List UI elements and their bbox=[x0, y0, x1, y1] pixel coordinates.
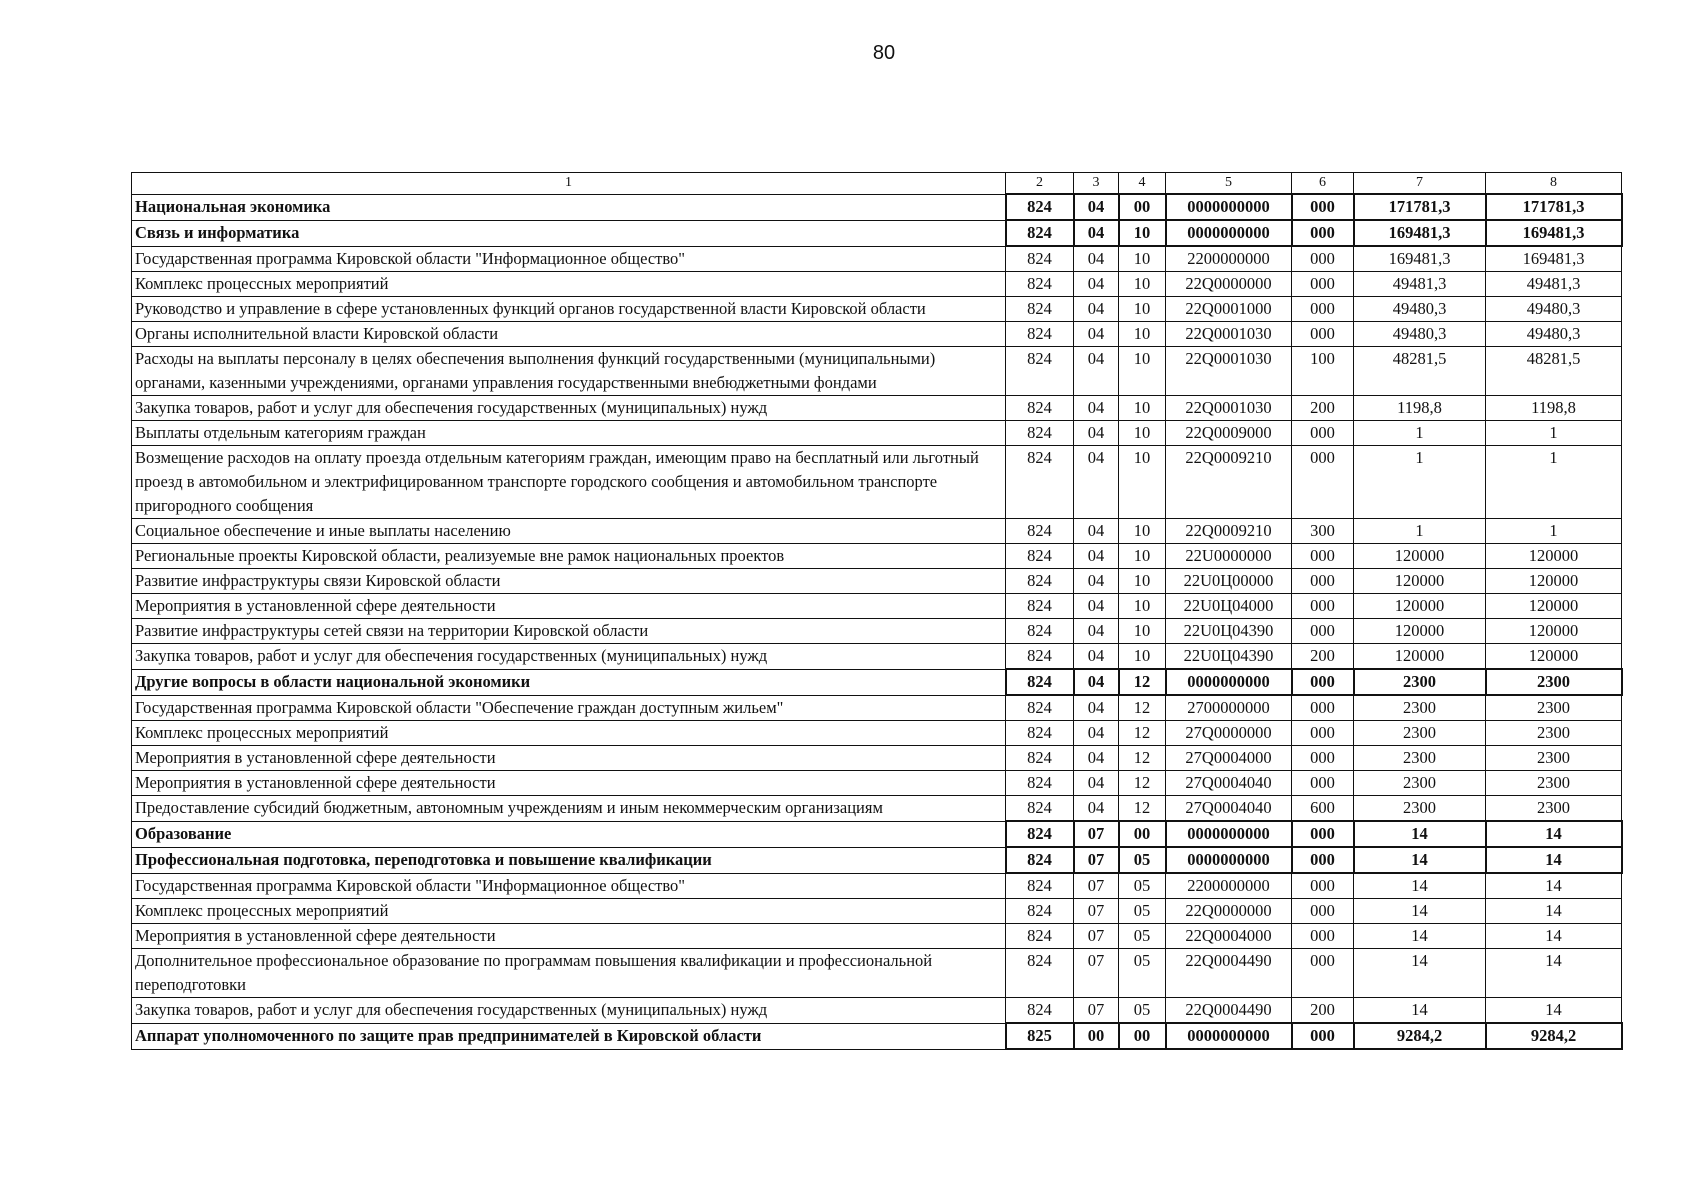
row-name: Мероприятия в установленной сфере деятельности bbox=[132, 771, 1006, 796]
code-gr: 825 bbox=[1006, 1023, 1074, 1049]
code-rz: 04 bbox=[1074, 297, 1119, 322]
code-rz: 07 bbox=[1074, 949, 1119, 998]
row-name: Социальное обеспечение и иные выплаты населению bbox=[132, 519, 1006, 544]
code-pr: 10 bbox=[1119, 272, 1166, 297]
amount-year-1: 14 bbox=[1354, 949, 1486, 998]
row-name: Мероприятия в установленной сфере деятельности bbox=[132, 746, 1006, 771]
code-csr: 27Q0000000 bbox=[1166, 721, 1292, 746]
code-gr: 824 bbox=[1006, 347, 1074, 396]
row-name: Государственная программа Кировской области "Обеспечение граждан доступным жильем" bbox=[132, 695, 1006, 721]
code-gr: 824 bbox=[1006, 272, 1074, 297]
code-gr: 824 bbox=[1006, 594, 1074, 619]
amount-year-2: 49480,3 bbox=[1486, 297, 1622, 322]
code-pr: 10 bbox=[1119, 297, 1166, 322]
amount-year-2: 2300 bbox=[1486, 721, 1622, 746]
code-csr: 22U0Ц00000 bbox=[1166, 569, 1292, 594]
table-row bbox=[132, 924, 1622, 949]
code-pr: 10 bbox=[1119, 220, 1166, 246]
amount-year-2: 49481,3 bbox=[1486, 272, 1622, 297]
code-rz: 04 bbox=[1074, 746, 1119, 771]
code-csr: 22Q0001000 bbox=[1166, 297, 1292, 322]
code-csr: 22Q0001030 bbox=[1166, 396, 1292, 421]
row-name: Выплаты отдельным категориям граждан bbox=[132, 421, 1006, 446]
table-row bbox=[132, 544, 1622, 569]
amount-year-2: 14 bbox=[1486, 821, 1622, 847]
table-header-row bbox=[132, 173, 1622, 195]
row-name: Расходы на выплаты персоналу в целях обеспечения выполнения функций государственными (муниципальными) органами, казенными учреждениями, органами управления государственными внебюджетными фондами bbox=[132, 347, 1006, 396]
code-vr: 000 bbox=[1292, 899, 1354, 924]
code-csr: 22Q0001030 bbox=[1166, 347, 1292, 396]
code-gr: 824 bbox=[1006, 899, 1074, 924]
code-vr: 000 bbox=[1292, 695, 1354, 721]
code-pr: 05 bbox=[1119, 899, 1166, 924]
code-gr: 824 bbox=[1006, 771, 1074, 796]
code-vr: 000 bbox=[1292, 746, 1354, 771]
code-csr: 22U0Ц04000 bbox=[1166, 594, 1292, 619]
table-row bbox=[132, 519, 1622, 544]
code-rz: 04 bbox=[1074, 272, 1119, 297]
amount-year-1: 49480,3 bbox=[1354, 297, 1486, 322]
amount-year-1: 14 bbox=[1354, 821, 1486, 847]
column-header: 6 bbox=[1292, 173, 1354, 195]
amount-year-1: 2300 bbox=[1354, 746, 1486, 771]
amount-year-1: 2300 bbox=[1354, 771, 1486, 796]
amount-year-2: 169481,3 bbox=[1486, 220, 1622, 246]
code-csr: 0000000000 bbox=[1166, 669, 1292, 695]
code-csr: 2700000000 bbox=[1166, 695, 1292, 721]
table-row bbox=[132, 421, 1622, 446]
amount-year-1: 48281,5 bbox=[1354, 347, 1486, 396]
table-row bbox=[132, 619, 1622, 644]
code-csr: 22Q0004000 bbox=[1166, 924, 1292, 949]
table-row bbox=[132, 644, 1622, 670]
amount-year-2: 1198,8 bbox=[1486, 396, 1622, 421]
code-gr: 824 bbox=[1006, 669, 1074, 695]
code-rz: 04 bbox=[1074, 347, 1119, 396]
code-pr: 00 bbox=[1119, 194, 1166, 220]
amount-year-2: 1 bbox=[1486, 421, 1622, 446]
code-csr: 0000000000 bbox=[1166, 1023, 1292, 1049]
amount-year-1: 169481,3 bbox=[1354, 246, 1486, 272]
code-pr: 05 bbox=[1119, 998, 1166, 1024]
amount-year-1: 120000 bbox=[1354, 594, 1486, 619]
column-header: 4 bbox=[1119, 173, 1166, 195]
code-vr: 000 bbox=[1292, 821, 1354, 847]
code-rz: 04 bbox=[1074, 644, 1119, 670]
amount-year-2: 169481,3 bbox=[1486, 246, 1622, 272]
code-gr: 824 bbox=[1006, 322, 1074, 347]
code-csr: 22U0Ц04390 bbox=[1166, 644, 1292, 670]
column-header: 8 bbox=[1486, 173, 1622, 195]
code-pr: 12 bbox=[1119, 695, 1166, 721]
amount-year-2: 2300 bbox=[1486, 796, 1622, 822]
code-vr: 000 bbox=[1292, 220, 1354, 246]
amount-year-1: 169481,3 bbox=[1354, 220, 1486, 246]
code-csr: 22U0000000 bbox=[1166, 544, 1292, 569]
table-row bbox=[132, 594, 1622, 619]
code-rz: 00 bbox=[1074, 1023, 1119, 1049]
row-name: Дополнительное профессиональное образование по программам повышения квалификации и профессиональной переподготовки bbox=[132, 949, 1006, 998]
row-name: Профессиональная подготовка, переподготовка и повышение квалификации bbox=[132, 847, 1006, 873]
code-pr: 10 bbox=[1119, 569, 1166, 594]
code-gr: 824 bbox=[1006, 821, 1074, 847]
row-name: Образование bbox=[132, 821, 1006, 847]
code-rz: 04 bbox=[1074, 669, 1119, 695]
amount-year-2: 1 bbox=[1486, 446, 1622, 519]
amount-year-2: 171781,3 bbox=[1486, 194, 1622, 220]
code-gr: 824 bbox=[1006, 544, 1074, 569]
amount-year-1: 2300 bbox=[1354, 669, 1486, 695]
amount-year-1: 14 bbox=[1354, 873, 1486, 899]
code-pr: 12 bbox=[1119, 721, 1166, 746]
amount-year-1: 120000 bbox=[1354, 569, 1486, 594]
code-csr: 22Q0009000 bbox=[1166, 421, 1292, 446]
code-csr: 2200000000 bbox=[1166, 246, 1292, 272]
code-pr: 10 bbox=[1119, 519, 1166, 544]
code-pr: 10 bbox=[1119, 396, 1166, 421]
code-pr: 12 bbox=[1119, 796, 1166, 822]
code-csr: 27Q0004040 bbox=[1166, 771, 1292, 796]
code-gr: 824 bbox=[1006, 998, 1074, 1024]
amount-year-2: 14 bbox=[1486, 873, 1622, 899]
amount-year-1: 120000 bbox=[1354, 544, 1486, 569]
table-row bbox=[132, 796, 1622, 822]
amount-year-2: 2300 bbox=[1486, 771, 1622, 796]
amount-year-2: 120000 bbox=[1486, 544, 1622, 569]
table-row bbox=[132, 396, 1622, 421]
amount-year-1: 1 bbox=[1354, 519, 1486, 544]
row-name: Развитие инфраструктуры сетей связи на территории Кировской области bbox=[132, 619, 1006, 644]
table-row bbox=[132, 771, 1622, 796]
code-csr: 22Q0004490 bbox=[1166, 998, 1292, 1024]
code-csr: 22Q0004490 bbox=[1166, 949, 1292, 998]
table-row bbox=[132, 899, 1622, 924]
code-vr: 600 bbox=[1292, 796, 1354, 822]
amount-year-1: 14 bbox=[1354, 899, 1486, 924]
code-rz: 04 bbox=[1074, 544, 1119, 569]
row-name: Мероприятия в установленной сфере деятельности bbox=[132, 594, 1006, 619]
amount-year-1: 120000 bbox=[1354, 619, 1486, 644]
amount-year-2: 14 bbox=[1486, 847, 1622, 873]
code-csr: 22U0Ц04390 bbox=[1166, 619, 1292, 644]
amount-year-2: 120000 bbox=[1486, 644, 1622, 670]
code-pr: 00 bbox=[1119, 1023, 1166, 1049]
table-row bbox=[132, 1023, 1622, 1049]
page-number: 80 bbox=[872, 42, 896, 64]
code-vr: 000 bbox=[1292, 873, 1354, 899]
code-csr: 2200000000 bbox=[1166, 873, 1292, 899]
code-gr: 824 bbox=[1006, 297, 1074, 322]
code-vr: 000 bbox=[1292, 619, 1354, 644]
row-name: Возмещение расходов на оплату проезда отдельным категориям граждан, имеющим право на бесплатный или льготный проезд в автомобильном и электрифицированном транспорте городского сообщения и автомобильном транспорте пригородного сообщения bbox=[132, 446, 1006, 519]
amount-year-1: 14 bbox=[1354, 847, 1486, 873]
code-pr: 05 bbox=[1119, 847, 1166, 873]
amount-year-2: 14 bbox=[1486, 998, 1622, 1024]
code-csr: 22Q0001030 bbox=[1166, 322, 1292, 347]
table-row bbox=[132, 246, 1622, 272]
row-name: Национальная экономика bbox=[132, 194, 1006, 220]
row-name: Аппарат уполномоченного по защите прав предпринимателей в Кировской области bbox=[132, 1023, 1006, 1049]
code-pr: 12 bbox=[1119, 669, 1166, 695]
code-rz: 04 bbox=[1074, 519, 1119, 544]
code-pr: 05 bbox=[1119, 873, 1166, 899]
amount-year-2: 1 bbox=[1486, 519, 1622, 544]
code-gr: 824 bbox=[1006, 519, 1074, 544]
code-csr: 22Q0000000 bbox=[1166, 899, 1292, 924]
code-pr: 10 bbox=[1119, 347, 1166, 396]
code-rz: 04 bbox=[1074, 619, 1119, 644]
amount-year-1: 49480,3 bbox=[1354, 322, 1486, 347]
code-pr: 10 bbox=[1119, 421, 1166, 446]
amount-year-1: 1 bbox=[1354, 446, 1486, 519]
column-header: 3 bbox=[1074, 173, 1119, 195]
budget-table bbox=[131, 172, 1623, 1050]
row-name: Мероприятия в установленной сфере деятельности bbox=[132, 924, 1006, 949]
code-rz: 04 bbox=[1074, 220, 1119, 246]
code-gr: 824 bbox=[1006, 421, 1074, 446]
row-name: Комплекс процессных мероприятий bbox=[132, 899, 1006, 924]
code-vr: 000 bbox=[1292, 721, 1354, 746]
code-vr: 000 bbox=[1292, 194, 1354, 220]
amount-year-2: 48281,5 bbox=[1486, 347, 1622, 396]
code-gr: 824 bbox=[1006, 847, 1074, 873]
code-csr: 0000000000 bbox=[1166, 847, 1292, 873]
amount-year-1: 2300 bbox=[1354, 796, 1486, 822]
code-pr: 10 bbox=[1119, 544, 1166, 569]
row-name: Комплекс процессных мероприятий bbox=[132, 721, 1006, 746]
code-pr: 00 bbox=[1119, 821, 1166, 847]
code-gr: 824 bbox=[1006, 569, 1074, 594]
code-rz: 04 bbox=[1074, 796, 1119, 822]
code-pr: 10 bbox=[1119, 644, 1166, 670]
row-name: Другие вопросы в области национальной экономики bbox=[132, 669, 1006, 695]
code-rz: 04 bbox=[1074, 569, 1119, 594]
code-vr: 200 bbox=[1292, 998, 1354, 1024]
code-gr: 824 bbox=[1006, 721, 1074, 746]
table-row bbox=[132, 821, 1622, 847]
table-row bbox=[132, 322, 1622, 347]
code-pr: 10 bbox=[1119, 322, 1166, 347]
code-rz: 07 bbox=[1074, 821, 1119, 847]
row-name: Государственная программа Кировской области "Информационное общество" bbox=[132, 873, 1006, 899]
code-vr: 000 bbox=[1292, 446, 1354, 519]
amount-year-1: 9284,2 bbox=[1354, 1023, 1486, 1049]
code-rz: 04 bbox=[1074, 695, 1119, 721]
code-gr: 824 bbox=[1006, 446, 1074, 519]
code-rz: 04 bbox=[1074, 446, 1119, 519]
table-row bbox=[132, 873, 1622, 899]
code-vr: 000 bbox=[1292, 322, 1354, 347]
code-gr: 824 bbox=[1006, 949, 1074, 998]
code-gr: 824 bbox=[1006, 796, 1074, 822]
code-pr: 12 bbox=[1119, 746, 1166, 771]
code-rz: 04 bbox=[1074, 396, 1119, 421]
code-rz: 07 bbox=[1074, 998, 1119, 1024]
code-gr: 824 bbox=[1006, 619, 1074, 644]
row-name: Закупка товаров, работ и услуг для обеспечения государственных (муниципальных) нужд bbox=[132, 396, 1006, 421]
table-row bbox=[132, 721, 1622, 746]
table-row bbox=[132, 272, 1622, 297]
code-vr: 100 bbox=[1292, 347, 1354, 396]
table-row bbox=[132, 194, 1622, 220]
row-name: Закупка товаров, работ и услуг для обеспечения государственных (муниципальных) нужд bbox=[132, 998, 1006, 1024]
code-pr: 10 bbox=[1119, 246, 1166, 272]
row-name: Связь и информатика bbox=[132, 220, 1006, 246]
code-pr: 10 bbox=[1119, 619, 1166, 644]
amount-year-1: 14 bbox=[1354, 924, 1486, 949]
code-vr: 000 bbox=[1292, 771, 1354, 796]
table-row bbox=[132, 998, 1622, 1024]
amount-year-2: 49480,3 bbox=[1486, 322, 1622, 347]
code-pr: 05 bbox=[1119, 924, 1166, 949]
amount-year-2: 14 bbox=[1486, 899, 1622, 924]
code-vr: 000 bbox=[1292, 669, 1354, 695]
amount-year-1: 2300 bbox=[1354, 721, 1486, 746]
code-vr: 000 bbox=[1292, 569, 1354, 594]
code-pr: 12 bbox=[1119, 771, 1166, 796]
code-vr: 000 bbox=[1292, 949, 1354, 998]
code-rz: 07 bbox=[1074, 924, 1119, 949]
code-csr: 22Q0009210 bbox=[1166, 446, 1292, 519]
column-header: 2 bbox=[1006, 173, 1074, 195]
table-row bbox=[132, 746, 1622, 771]
amount-year-1: 14 bbox=[1354, 998, 1486, 1024]
table-row bbox=[132, 569, 1622, 594]
code-rz: 04 bbox=[1074, 771, 1119, 796]
column-header: 1 bbox=[132, 173, 1006, 195]
row-name: Закупка товаров, работ и услуг для обеспечения государственных (муниципальных) нужд bbox=[132, 644, 1006, 670]
code-vr: 000 bbox=[1292, 297, 1354, 322]
row-name: Органы исполнительной власти Кировской области bbox=[132, 322, 1006, 347]
amount-year-1: 49481,3 bbox=[1354, 272, 1486, 297]
code-rz: 04 bbox=[1074, 421, 1119, 446]
code-gr: 824 bbox=[1006, 746, 1074, 771]
code-vr: 200 bbox=[1292, 396, 1354, 421]
amount-year-2: 120000 bbox=[1486, 619, 1622, 644]
table-row bbox=[132, 669, 1622, 695]
code-csr: 27Q0004000 bbox=[1166, 746, 1292, 771]
code-vr: 200 bbox=[1292, 644, 1354, 670]
row-name: Государственная программа Кировской области "Информационное общество" bbox=[132, 246, 1006, 272]
amount-year-2: 14 bbox=[1486, 949, 1622, 998]
amount-year-2: 2300 bbox=[1486, 695, 1622, 721]
code-pr: 10 bbox=[1119, 446, 1166, 519]
code-gr: 824 bbox=[1006, 695, 1074, 721]
amount-year-2: 120000 bbox=[1486, 569, 1622, 594]
code-vr: 000 bbox=[1292, 847, 1354, 873]
code-rz: 04 bbox=[1074, 721, 1119, 746]
amount-year-1: 2300 bbox=[1354, 695, 1486, 721]
code-gr: 824 bbox=[1006, 924, 1074, 949]
table-row bbox=[132, 297, 1622, 322]
code-vr: 000 bbox=[1292, 272, 1354, 297]
amount-year-1: 1198,8 bbox=[1354, 396, 1486, 421]
code-vr: 000 bbox=[1292, 421, 1354, 446]
row-name: Региональные проекты Кировской области, реализуемые вне рамок национальных проектов bbox=[132, 544, 1006, 569]
code-pr: 05 bbox=[1119, 949, 1166, 998]
code-vr: 000 bbox=[1292, 246, 1354, 272]
row-name: Комплекс процессных мероприятий bbox=[132, 272, 1006, 297]
code-vr: 000 bbox=[1292, 924, 1354, 949]
table-row bbox=[132, 220, 1622, 246]
row-name: Руководство и управление в сфере установленных функций органов государственной власти Кировской области bbox=[132, 297, 1006, 322]
amount-year-2: 120000 bbox=[1486, 594, 1622, 619]
column-header: 7 bbox=[1354, 173, 1486, 195]
amount-year-2: 2300 bbox=[1486, 746, 1622, 771]
code-gr: 824 bbox=[1006, 873, 1074, 899]
code-gr: 824 bbox=[1006, 644, 1074, 670]
row-name: Развитие инфраструктуры связи Кировской области bbox=[132, 569, 1006, 594]
code-rz: 07 bbox=[1074, 899, 1119, 924]
row-name: Предоставление субсидий бюджетным, автономным учреждениям и иным некоммерческим организациям bbox=[132, 796, 1006, 822]
code-rz: 04 bbox=[1074, 322, 1119, 347]
code-csr: 0000000000 bbox=[1166, 220, 1292, 246]
amount-year-1: 171781,3 bbox=[1354, 194, 1486, 220]
amount-year-2: 14 bbox=[1486, 924, 1622, 949]
amount-year-2: 9284,2 bbox=[1486, 1023, 1622, 1049]
code-rz: 04 bbox=[1074, 194, 1119, 220]
code-pr: 10 bbox=[1119, 594, 1166, 619]
code-vr: 000 bbox=[1292, 544, 1354, 569]
code-csr: 0000000000 bbox=[1166, 821, 1292, 847]
table-body bbox=[132, 173, 1622, 1050]
code-vr: 000 bbox=[1292, 1023, 1354, 1049]
table-row bbox=[132, 695, 1622, 721]
code-gr: 824 bbox=[1006, 246, 1074, 272]
amount-year-1: 120000 bbox=[1354, 644, 1486, 670]
code-csr: 0000000000 bbox=[1166, 194, 1292, 220]
column-header: 5 bbox=[1166, 173, 1292, 195]
code-vr: 000 bbox=[1292, 594, 1354, 619]
table-row bbox=[132, 949, 1622, 998]
code-gr: 824 bbox=[1006, 396, 1074, 421]
code-csr: 22Q0009210 bbox=[1166, 519, 1292, 544]
code-csr: 27Q0004040 bbox=[1166, 796, 1292, 822]
code-gr: 824 bbox=[1006, 220, 1074, 246]
code-vr: 300 bbox=[1292, 519, 1354, 544]
code-rz: 07 bbox=[1074, 873, 1119, 899]
code-rz: 04 bbox=[1074, 594, 1119, 619]
code-csr: 22Q0000000 bbox=[1166, 272, 1292, 297]
table-row bbox=[132, 446, 1622, 519]
code-rz: 04 bbox=[1074, 246, 1119, 272]
amount-year-2: 2300 bbox=[1486, 669, 1622, 695]
code-rz: 07 bbox=[1074, 847, 1119, 873]
table-row bbox=[132, 847, 1622, 873]
table-row bbox=[132, 347, 1622, 396]
amount-year-1: 1 bbox=[1354, 421, 1486, 446]
code-gr: 824 bbox=[1006, 194, 1074, 220]
